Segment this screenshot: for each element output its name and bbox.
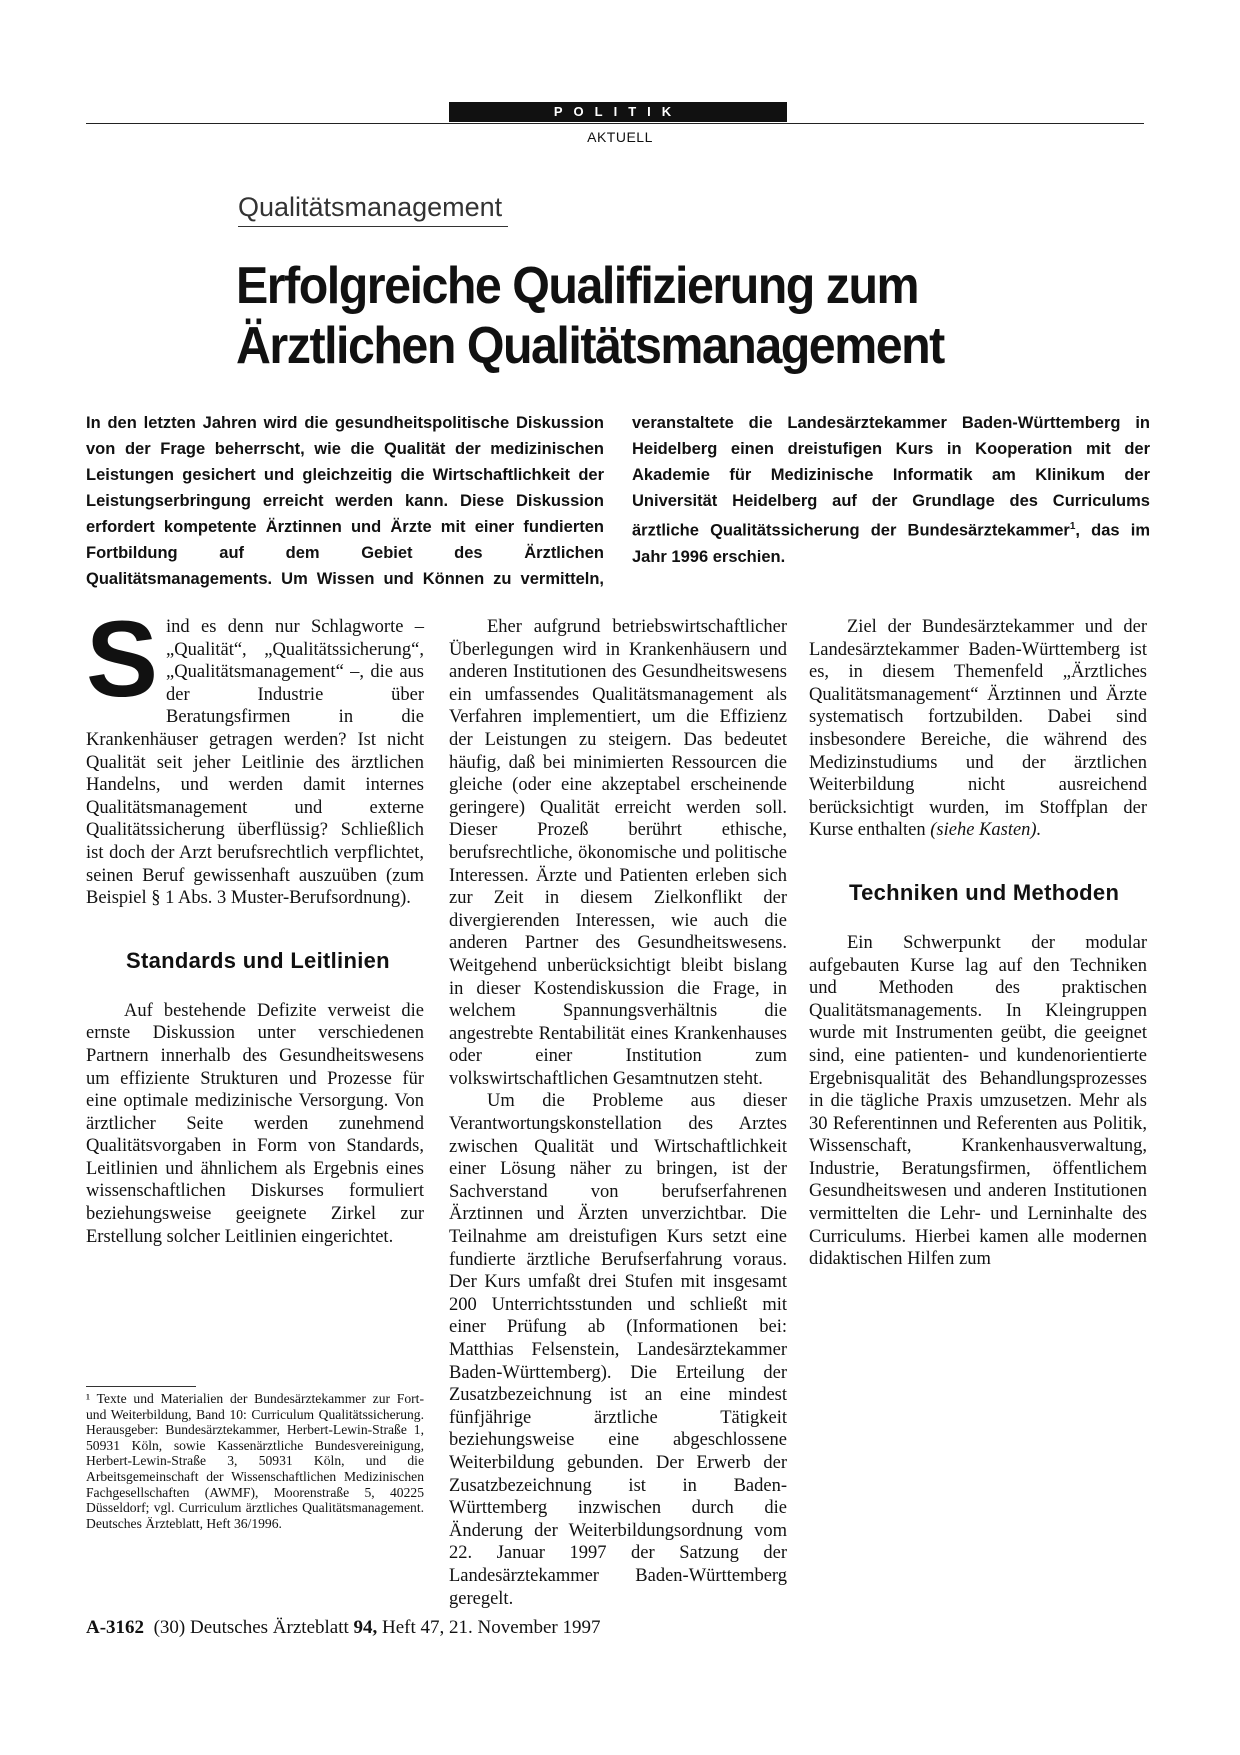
paragraph-2: Auf bestehende Defizite verweist die ernste Diskussion unter verschiedenen Partnern innerhalb des Gesundheitswesens um effiziente Strukturen und Prozesse für eine optimale medizinische Versorgung. Von ärztlicher Seite werden zunehmend Qualitätsvorgaben in Form von Standards, Leitlinien und ähnlichem als Ergebnis eines wissenschaftlichen Diskurses formuliert beziehungsweise geeignete Zirkel zur Erstellung solcher Leitlinien eingerichtet. [86,1000,424,1247]
article-headline [236,256,1092,376]
section-bar: POLITIK [449,102,787,122]
article-lead [86,410,1150,592]
footnote-rule [86,1386,196,1387]
paragraph-3: Eher aufgrund betriebswirtschaftlicher Überlegungen wird in Krankenhäusern und anderen Institutionen des Gesundheitswesens ein umfassendes Qualitätsmanagement als Verfahren implementiert, um die Effizienz der Leistungen zu steigern. Das bedeutet häufig, daß bei minimierten Ressourcen die gleiche (oder eine akzeptabel erscheinende geringere) Qualität erreicht werden soll. Dieser Prozeß berührt ethische, berufsrechtliche, ökonomische und politische Interessen. Ärzte und Patienten erleben sich zur Zeit in diesem Zielkonflikt der divergierenden Interessen, wie auch die anderen Partner des Gesundheitswesens. Weitgehend unberücksichtigt bleibt bislang in dieser Kostendiskussion die Frage, in welchem Spannungsverhältnis die angestrebte Rentabilität eines Krankenhauses oder einer Institution zum volkswirtschaftlichen Gesamtnutzen steht. [449,617,787,1089]
header-rule [86,123,1144,124]
box-reference: (siehe Kasten). [930,820,1042,841]
column-3 [809,616,1147,1271]
headline-line-1: Erfolgreiche Qualifizierung zum [236,257,919,315]
lead-footnote-ref: 1 [1069,521,1076,532]
volume-number: 94, [353,1617,378,1638]
journal-name: (30) Deutsches Ärzteblatt [153,1617,349,1638]
paragraph-5 [809,616,1147,842]
article-kicker: Qualitätsmanagement [238,192,508,227]
issue-date: Heft 47, 21. November 1997 [382,1617,601,1638]
page-number: A-3162 [86,1617,145,1638]
headline-line-2: Ärztlichen Qualitätsmanagement [236,317,944,375]
lead-text: In den letzten Jahren wird die gesundheitspolitische Diskussion von der Frage beherrscht, wie die Qualität der medizinischen Leistungen gesichert und gleichzeitig die Wirtschaftlichkeit der Leistungserbringung erreicht werden kann. Diese Diskussion erfordert kompetente Ärztinnen und Ärzte mit einer fundierten Fortbildung auf dem Gebiet des Ärztlichen Qualitätsmanagements. Um Wissen und Können zu vermitteln, veranstaltete die Landesärztekammer Baden-Württemberg in Heidelberg einen dreistufigen Kurs in Kooperation mit der Akademie für Medizinische Informatik am Klinikum der Universität Heidelberg auf der Grundlage des Curriculums ärztliche Qualitätssicherung der Bundesärztekammer [86,414,1150,588]
subheading-techniken: Techniken und Methoden [849,879,1120,905]
column-1 [86,598,424,1248]
paragraph-6: Ein Schwerpunkt der modular aufgebauten Kurse lag auf den Techniken und Methoden des praktischen Qualitätsmanagements. In Kleingruppen wurde mit Instrumenten geübt, die geeignet sind, eine patienten- und kundenorientierte Ergebnisqualität des Behandlungsprozesses in die tägliche Praxis umzusetzen. Mehr als 30 Referentinnen und Referenten aus Politik, Wissenschaft, Krankenhausverwaltung, Industrie, Beratungsfirmen, öffentlichem Gesundheitswesen und anderen Institutionen vermittelten die Lehr- und Lerninhalte des Curriculums. Hierbei kamen alle modernen didaktischen Hilfen zum [809,932,1147,1270]
paragraph-5-text: Ziel der Bundesärztekammer und der Landesärztekammer Baden-Württemberg ist es, in diesem Themenfeld „Ärztliches Qualitätsmanagement“ Ärztinnen und Ärzte systematisch fortzubilden. Dabei sind insbesondere Bereiche, die während des Medizinstudiums und der ärztlichen Weiterbildung nicht ausreichend berücksichtigt wurden, im Stoffplan der Kurse enthalten [809,617,1147,841]
column-2 [449,616,787,1610]
lead-text-end: , das im Jahr 1996 erschien. [632,521,1150,566]
page-footer [86,1617,601,1639]
subsection-label: AKTUELL [587,129,653,145]
paragraph-intro [86,598,424,910]
paragraph-4: Um die Probleme aus dieser Verantwortungskonstellation des Arztes zwischen Qualität und Wirtschaftlichkeit einer Lösung näher zu bringen, ist der Sachverstand von berufserfahrenen Ärztinnen und Ärzten unverzichtbar. Die Teilnahme am dreistufigen Kurs setzt eine fundierte ärztliche Berufserfahrung voraus. Der Kurs umfaßt drei Stufen mit insgesamt 200 Unterrichtsstunden und schließt mit einer Prüfung ab (Informationen bei: Matthias Felsenstein, Landesärztekammer Baden-Württemberg). Die Erteilung der Zusatzbezeichnung ist an eine mindest fünfjährige ärztliche Tätigkeit beziehungsweise eine abgeschlossene Weiterbildung gebunden. Der Erwerb der Zusatzbezeichnung ist in Baden-Württemberg inzwischen durch die Änderung der Weiterbildungsordnung vom 22. Januar 1997 der Satzung der Landesärztekammer Baden-Württemberg geregelt. [449,1091,787,1609]
paragraph-1-text: ind es denn nur Schlagworte – „Qualität“, „Qualitätssicherung“, „Qualitätsmanagement“ –, die aus der Industrie über Beratungsfirmen in die Krankenhäuser getragen werden? Ist nicht Qualität seit jeher Leitlinie des ärztlichen Handelns, und werden damit internes Qualitätsmanagement und externe Qualitätssicherung überflüssig? Schließlich ist doch der Arzt berufsrechtlich verpflichtet, seinen Beruf gewissenhaft auszuüben (zum Beispiel § 1 Abs. 3 Muster-Berufsordnung). [86,617,424,909]
footnote: ¹ Texte und Materialien der Bundesärztekammer zur Fort- und Weiterbildung, Band 10: Curriculum Qualitätssicherung. Herausgeber: Bundesärztekammer, Herbert-Lewin-Straße 1, 50931 Köln, sowie Kassenärztliche Bundesvereinigung, Herbert-Lewin-Straße 3, 50931 Köln, und die Arbeitsgemeinschaft der Wissenschaftlichen Medizinischen Fachgesellschaften (AWMF), Moorenstraße 5, 40225 Düsseldorf; vgl. Curriculum ärztliches Qualitätsmanagement. Deutsches Ärzteblatt, Heft 36/1996. [86,1391,424,1531]
drop-cap: S [86,598,159,719]
subheading-standards: Standards und Leitlinien [126,947,390,973]
